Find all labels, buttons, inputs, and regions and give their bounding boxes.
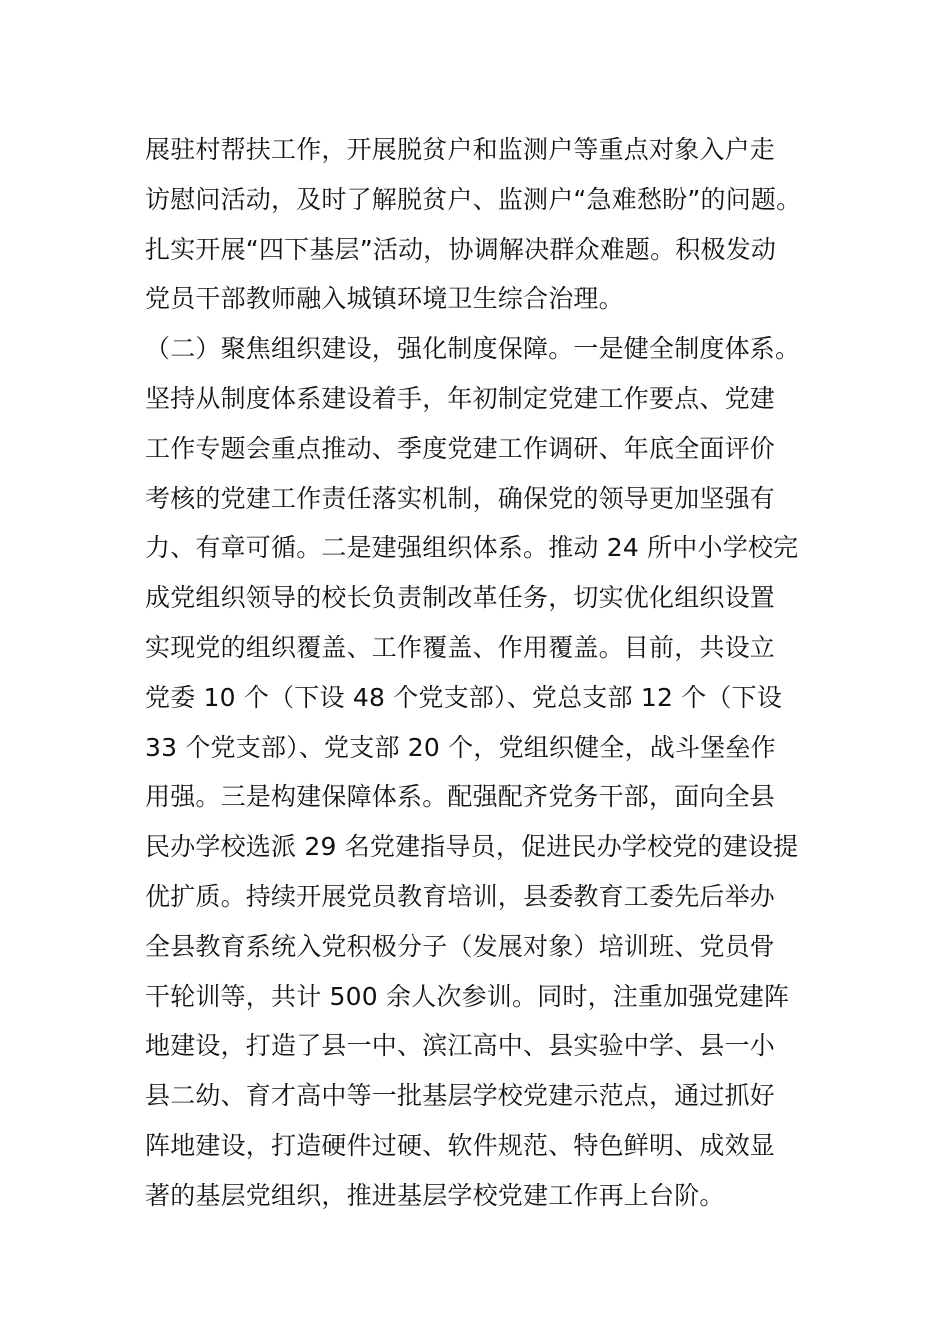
text-line: 考核的党建工作责任落实机制，确保党的领导更加坚强有: [145, 483, 776, 513]
text-line: 展驻村帮扶工作，开展脱贫户和监测户等重点对象入户走: [145, 135, 776, 164]
text-line: 著的基层党组织，推进基层学校党建工作再上台阶。: [145, 1180, 725, 1210]
text-line: 县二幼、育才高中等一批基层学校党建示范点，通过抓好: [145, 1081, 776, 1111]
text-line: 访慰问活动，及时了解脱贫户、监测户“急难愁盼”的问题。: [145, 184, 802, 214]
text-line: 阵地建设，打造硬件过硬、软件规范、特色鲜明、成效显: [145, 1130, 776, 1160]
text-line: 党委 10 个（下设 48 个党支部）、党总支部 12 个（下设: [145, 682, 783, 712]
text-line: 干轮训等，共计 500 余人次参训。同时，注重加强党建阵: [145, 981, 790, 1011]
text-line: 优扩质。持续开展党员教育培训，县委教育工委先后举办: [145, 881, 776, 911]
text-line: 坚持从制度体系建设着手，年初制定党建工作要点、党建: [145, 383, 776, 413]
text-line: 全县教育系统入党积极分子（发展对象）培训班、党员骨: [145, 931, 776, 961]
text-line: 实现党的组织覆盖、工作覆盖、作用覆盖。目前，共设立: [145, 632, 776, 662]
text-line: （二）聚焦组织建设，强化制度保障。一是健全制度体系。: [145, 334, 801, 364]
body-text: [145, 125, 835, 1221]
text-line: 扎实开展“四下基层”活动，协调解决群众难题。积极发动: [145, 234, 777, 264]
text-line: 成党组织领导的校长负责制改革任务，切实优化组织设置: [145, 583, 776, 613]
text-line: 民办学校选派 29 名党建指导员，促进民办学校党的建设提: [145, 832, 799, 862]
text-line: 工作专题会重点推动、季度党建工作调研、年底全面评价: [145, 433, 776, 463]
text-line: 33 个党支部）、党支部 20 个，党组织健全，战斗堡垒作: [145, 732, 776, 762]
text-line: 党员干部教师融入城镇环境卫生综合治理。: [145, 284, 624, 314]
text-line: 用强。三是构建保障体系。配强配齐党务干部，面向全县: [145, 782, 776, 812]
text-line: 力、有章可循。二是建强组织体系。推动 24 所中小学校完: [145, 533, 799, 563]
text-line: 地建设，打造了县一中、滨江高中、县实验中学、县一小: [145, 1031, 776, 1061]
